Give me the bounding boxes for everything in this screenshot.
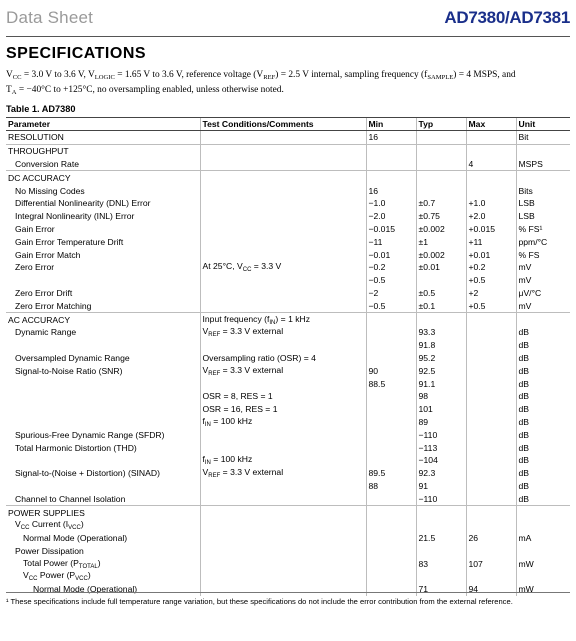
cell-parameter: Zero Error [15, 262, 55, 273]
table-row [6, 506, 570, 519]
page-header [6, 4, 570, 34]
cell-min [366, 545, 416, 558]
cell-parameter: POWER SUPPLIES [6, 506, 200, 519]
cell-conditions [200, 570, 366, 583]
table-row [6, 583, 570, 596]
col-header-unit: Unit [516, 118, 570, 131]
cell-max [466, 364, 516, 377]
section-title: SPECIFICATIONS [6, 45, 147, 62]
cell-min: 88.5 [366, 377, 416, 390]
cell-unit: dB [516, 390, 570, 403]
cell-unit: dB [516, 467, 570, 480]
table-row [6, 428, 570, 441]
table-row [6, 352, 570, 365]
cell-conditions [200, 158, 366, 171]
cell-parameter [6, 480, 200, 493]
cell-typ [416, 158, 466, 171]
cell-conditions [200, 506, 366, 519]
cell-conditions: $f_{IN} = 100$ kHz [200, 416, 366, 429]
table-row [6, 416, 570, 429]
cell-min [366, 339, 416, 352]
cell-min: 16 [366, 184, 416, 197]
table-row [6, 326, 570, 339]
cell-parameter: Integral Nonlinearity (INL) Error [15, 211, 135, 222]
cell-unit: % FS [516, 248, 570, 261]
cell-max: +0.5 [466, 299, 516, 312]
cell-min [366, 144, 416, 157]
cell-min [366, 532, 416, 545]
cell-conditions [200, 144, 366, 157]
table-header-row [6, 118, 570, 131]
cell-unit: Bits [516, 184, 570, 197]
cell-typ: ±1 [416, 235, 466, 248]
cell-parameter: Normal Mode (Operational) [23, 533, 128, 544]
cell-unit: dB [516, 403, 570, 416]
cell-parameter: Oversampled Dynamic Range [15, 352, 130, 363]
cell-min: 90 [366, 364, 416, 377]
cell-min [366, 390, 416, 403]
table-row [6, 313, 570, 326]
cell-typ [416, 184, 466, 197]
cell-unit: mW [516, 557, 570, 570]
cell-unit: dB [516, 326, 570, 339]
table-caption: Table 1. AD7380 [6, 104, 76, 114]
cell-max [466, 377, 516, 390]
cell-conditions [200, 287, 366, 300]
cell-max: +2 [466, 287, 516, 300]
cell-unit [516, 545, 570, 558]
cell-unit: dB [516, 492, 570, 505]
cell-unit: dB [516, 428, 570, 441]
cell-min: −2 [366, 287, 416, 300]
cell-typ: 91 [416, 480, 466, 493]
header-part-numbers [444, 8, 570, 28]
cell-parameter: Channel to Channel Isolation [15, 493, 126, 504]
cell-typ: 98 [416, 390, 466, 403]
cell-unit: dB [516, 441, 570, 454]
cell-parameter [6, 390, 200, 403]
table-row [6, 545, 570, 558]
cell-parameter: Gain Error [15, 223, 55, 234]
cell-typ: ±0.5 [416, 287, 466, 300]
cell-typ: −110 [416, 428, 466, 441]
spec-conditions: $V_{CC} = 3.0$ V to 3.6 V, $V_{LOGIC} = 1.65$ V to 3.6 V, reference voltage $(V_{REF}) = 2.5$ V internal, sampling frequency $(f_{SAMPLE}) = 4$ MSPS, and $T_A = -40^\circ C$ to +125°C, no oversampling enabled, unless otherwise noted. [6, 70, 516, 96]
cell-typ: −113 [416, 441, 466, 454]
cell-unit: LSB [516, 197, 570, 210]
cell-conditions [200, 248, 366, 261]
cell-typ: 93.3 [416, 326, 466, 339]
cell-typ: 21.5 [416, 532, 466, 545]
cell-min [366, 506, 416, 519]
cell-typ: 89 [416, 416, 466, 429]
cell-typ [416, 570, 466, 583]
cell-max [466, 390, 516, 403]
cell-max: +11 [466, 235, 516, 248]
cell-min [366, 416, 416, 429]
cell-min [366, 313, 416, 326]
cell-typ [416, 131, 466, 145]
cell-min: −1.0 [366, 197, 416, 210]
cell-max: 26 [466, 532, 516, 545]
table-body [6, 131, 570, 596]
cell-min [366, 171, 416, 184]
cell-typ [416, 144, 466, 157]
cell-unit [516, 313, 570, 326]
cell-parameter: AC ACCURACY [6, 313, 200, 326]
cell-conditions: $V_{REF} = 3.3$ V external [200, 326, 366, 339]
cell-max [466, 506, 516, 519]
cell-typ: 92.5 [416, 364, 466, 377]
cell-min [366, 454, 416, 467]
cell-conditions [200, 299, 366, 312]
cell-parameter: THROUGHPUT [6, 144, 200, 157]
cell-unit: LSB [516, 210, 570, 223]
cell-unit [516, 144, 570, 157]
header-part-b: AD7381 [509, 8, 570, 27]
table-row [6, 158, 570, 171]
cell-typ: −110 [416, 492, 466, 505]
cell-unit: μV/°C [516, 287, 570, 300]
table-row [6, 171, 570, 184]
cell-parameter: Dynamic Range [15, 327, 77, 338]
cell-parameter: DC ACCURACY [6, 171, 200, 184]
cell-min [366, 557, 416, 570]
table-row [6, 210, 570, 223]
cell-max [466, 144, 516, 157]
cell-unit: mV [516, 299, 570, 312]
table-row [6, 519, 570, 532]
cell-conditions [200, 131, 366, 145]
cell-unit: dB [516, 480, 570, 493]
cell-conditions [200, 197, 366, 210]
cell-conditions [200, 480, 366, 493]
cell-typ [416, 545, 466, 558]
cell-max [466, 570, 516, 583]
cell-conditions [200, 583, 366, 596]
cell-min [366, 158, 416, 171]
cell-parameter: Zero Error Drift [15, 287, 73, 298]
cell-conditions [200, 428, 366, 441]
table-row [6, 131, 570, 145]
cell-unit: ppm/°C [516, 235, 570, 248]
cell-min: 16 [366, 131, 416, 145]
table-row [6, 223, 570, 236]
cell-unit [516, 171, 570, 184]
table-row [6, 299, 570, 312]
table-row [6, 441, 570, 454]
cell-unit: dB [516, 352, 570, 365]
cell-max: +0.015 [466, 223, 516, 236]
cell-parameter: Total Power $(P_{TOTAL})$ [23, 557, 101, 570]
cell-min [366, 492, 416, 505]
cell-typ: 95.2 [416, 352, 466, 365]
cell-typ: ±0.7 [416, 197, 466, 210]
cell-max [466, 467, 516, 480]
cell-min: −0.015 [366, 223, 416, 236]
cell-conditions [200, 441, 366, 454]
cell-parameter [6, 377, 200, 390]
cell-conditions: $f_{IN} = 100$ kHz [200, 454, 366, 467]
header-doc-type: Data Sheet [6, 8, 94, 27]
cell-conditions [200, 532, 366, 545]
cell-max [466, 131, 516, 145]
cell-max: +1.0 [466, 197, 516, 210]
table-row [6, 492, 570, 505]
cell-max: +0.01 [466, 248, 516, 261]
cell-parameter: Spurious-Free Dynamic Range (SFDR) [15, 429, 165, 440]
cell-typ: ±0.01 [416, 261, 466, 274]
cell-unit [516, 570, 570, 583]
cell-conditions [200, 223, 366, 236]
table-row [6, 144, 570, 157]
cell-max [466, 171, 516, 184]
cell-unit [516, 519, 570, 532]
cell-conditions [200, 557, 366, 570]
table-row [6, 364, 570, 377]
cell-unit [516, 506, 570, 519]
cell-parameter: Differential Nonlinearity (DNL) Error [15, 198, 151, 209]
table-row [6, 467, 570, 480]
table-row [6, 248, 570, 261]
cell-max: +2.0 [466, 210, 516, 223]
cell-conditions: Input frequency $(f_{IN}) = 1$ kHz [200, 313, 366, 326]
cell-typ [416, 171, 466, 184]
cell-max [466, 480, 516, 493]
spec-table [6, 117, 570, 596]
table-row [6, 235, 570, 248]
cell-parameter: Zero Error Matching [15, 300, 92, 311]
cell-max [466, 416, 516, 429]
cell-min [366, 352, 416, 365]
cell-unit: dB [516, 377, 570, 390]
cell-unit: mA [516, 532, 570, 545]
header-part-a: AD7380 [444, 8, 505, 27]
table-row [6, 377, 570, 390]
cell-max [466, 492, 516, 505]
cell-max [466, 519, 516, 532]
cell-typ: ±0.002 [416, 223, 466, 236]
col-header-typ: Typ [416, 118, 466, 131]
cell-unit: dB [516, 416, 570, 429]
cell-max [466, 441, 516, 454]
cell-unit: mW [516, 583, 570, 596]
cell-conditions: OSR = 8, RES = 1 [200, 390, 366, 403]
table-row [6, 532, 570, 545]
cell-min [366, 583, 416, 596]
cell-conditions [200, 492, 366, 505]
cell-max: 107 [466, 557, 516, 570]
cell-unit: dB [516, 454, 570, 467]
cell-unit: % FS¹ [516, 223, 570, 236]
cell-conditions: $V_{REF} = 3.3$ V external [200, 467, 366, 480]
table-row [6, 403, 570, 416]
cell-parameter: Normal Mode (Operational) [33, 584, 138, 595]
cell-min: −0.2 [366, 261, 416, 274]
cell-parameter: $V_{CC}$ Current $(I_{VCC})$ [15, 519, 84, 532]
cell-conditions: OSR = 16, RES = 1 [200, 403, 366, 416]
table-row [6, 261, 570, 274]
cell-unit: MSPS [516, 158, 570, 171]
cell-max: 94 [466, 583, 516, 596]
table-row [6, 390, 570, 403]
cell-min [366, 326, 416, 339]
cell-max [466, 313, 516, 326]
cell-conditions [200, 171, 366, 184]
cell-typ [416, 519, 466, 532]
cell-conditions [200, 519, 366, 532]
header-rule [6, 36, 570, 37]
cell-conditions [200, 339, 366, 352]
cell-parameter [6, 454, 200, 467]
cell-unit: dB [516, 364, 570, 377]
footnote: ¹ These specifications include full temperature range variation, but these specifications do not include the error contribution from the external reference. [6, 597, 513, 606]
cell-parameter [6, 403, 200, 416]
cell-unit: mV [516, 261, 570, 274]
cell-conditions: Oversampling ratio (OSR) = 4 [200, 352, 366, 365]
table-row [6, 184, 570, 197]
cell-unit: dB [516, 339, 570, 352]
cell-conditions [200, 274, 366, 287]
cell-min [366, 570, 416, 583]
cell-max: +0.2 [466, 261, 516, 274]
cell-parameter [6, 416, 200, 429]
cell-max [466, 454, 516, 467]
cell-min: −0.5 [366, 299, 416, 312]
cell-parameter: Signal-to-Noise Ratio (SNR) [15, 365, 123, 376]
cell-typ: ±0.002 [416, 248, 466, 261]
cell-typ: ±0.75 [416, 210, 466, 223]
cell-min [366, 519, 416, 532]
cell-parameter: Conversion Rate [15, 158, 80, 169]
cell-min: −2.0 [366, 210, 416, 223]
cell-min [366, 403, 416, 416]
table-row [6, 454, 570, 467]
col-header-conditions: Test Conditions/Comments [200, 118, 366, 131]
cell-min: −0.5 [366, 274, 416, 287]
cell-parameter: Gain Error Match [15, 249, 81, 260]
cell-conditions [200, 545, 366, 558]
cell-conditions: $V_{REF} = 3.3$ V external [200, 364, 366, 377]
cell-typ [416, 506, 466, 519]
cell-max [466, 352, 516, 365]
cell-unit: Bit [516, 131, 570, 145]
cell-typ [416, 313, 466, 326]
col-header-max: Max [466, 118, 516, 131]
table-row [6, 339, 570, 352]
table-row [6, 557, 570, 570]
cell-max: 4 [466, 158, 516, 171]
cell-typ [416, 274, 466, 287]
cell-max [466, 428, 516, 441]
cell-parameter: RESOLUTION [6, 131, 200, 145]
cell-min: 88 [366, 480, 416, 493]
footnote-rule [6, 592, 570, 593]
cell-conditions [200, 235, 366, 248]
cell-typ: 101 [416, 403, 466, 416]
cell-parameter [6, 274, 200, 287]
cell-typ: 71 [416, 583, 466, 596]
cell-parameter: $V_{CC}$ Power $(P_{VCC})$ [23, 570, 91, 583]
cell-typ: ±0.1 [416, 299, 466, 312]
cell-typ: 92.3 [416, 467, 466, 480]
cell-parameter: No Missing Codes [15, 185, 85, 196]
table-row [6, 197, 570, 210]
cell-conditions [200, 184, 366, 197]
cell-min: −11 [366, 235, 416, 248]
table-row [6, 570, 570, 583]
cell-typ: −104 [416, 454, 466, 467]
cell-max [466, 545, 516, 558]
cell-max [466, 326, 516, 339]
cell-parameter: Gain Error Temperature Drift [15, 236, 124, 247]
cell-max [466, 403, 516, 416]
cell-min: 89.5 [366, 467, 416, 480]
cell-typ: 91.1 [416, 377, 466, 390]
cell-parameter: Power Dissipation [15, 545, 84, 556]
cell-parameter [6, 339, 200, 352]
cell-max [466, 184, 516, 197]
col-header-min: Min [366, 118, 416, 131]
cell-conditions [200, 210, 366, 223]
cell-max [466, 339, 516, 352]
cell-min [366, 441, 416, 454]
cell-typ: 91.8 [416, 339, 466, 352]
cell-unit: mV [516, 274, 570, 287]
cell-typ: 83 [416, 557, 466, 570]
cell-conditions: At 25°C, $V_{CC} = 3.3$ V [200, 261, 366, 274]
table-row [6, 274, 570, 287]
cell-max: +0.5 [466, 274, 516, 287]
table-row [6, 287, 570, 300]
col-header-parameter: Parameter [6, 118, 200, 131]
table-row [6, 480, 570, 493]
cell-min [366, 428, 416, 441]
cell-parameter: Total Harmonic Distortion (THD) [15, 442, 137, 453]
cell-conditions [200, 377, 366, 390]
cell-parameter: Signal-to-(Noise + Distortion) (SINAD) [15, 468, 160, 479]
cell-min: −0.01 [366, 248, 416, 261]
header-part-separator: / [504, 8, 510, 27]
